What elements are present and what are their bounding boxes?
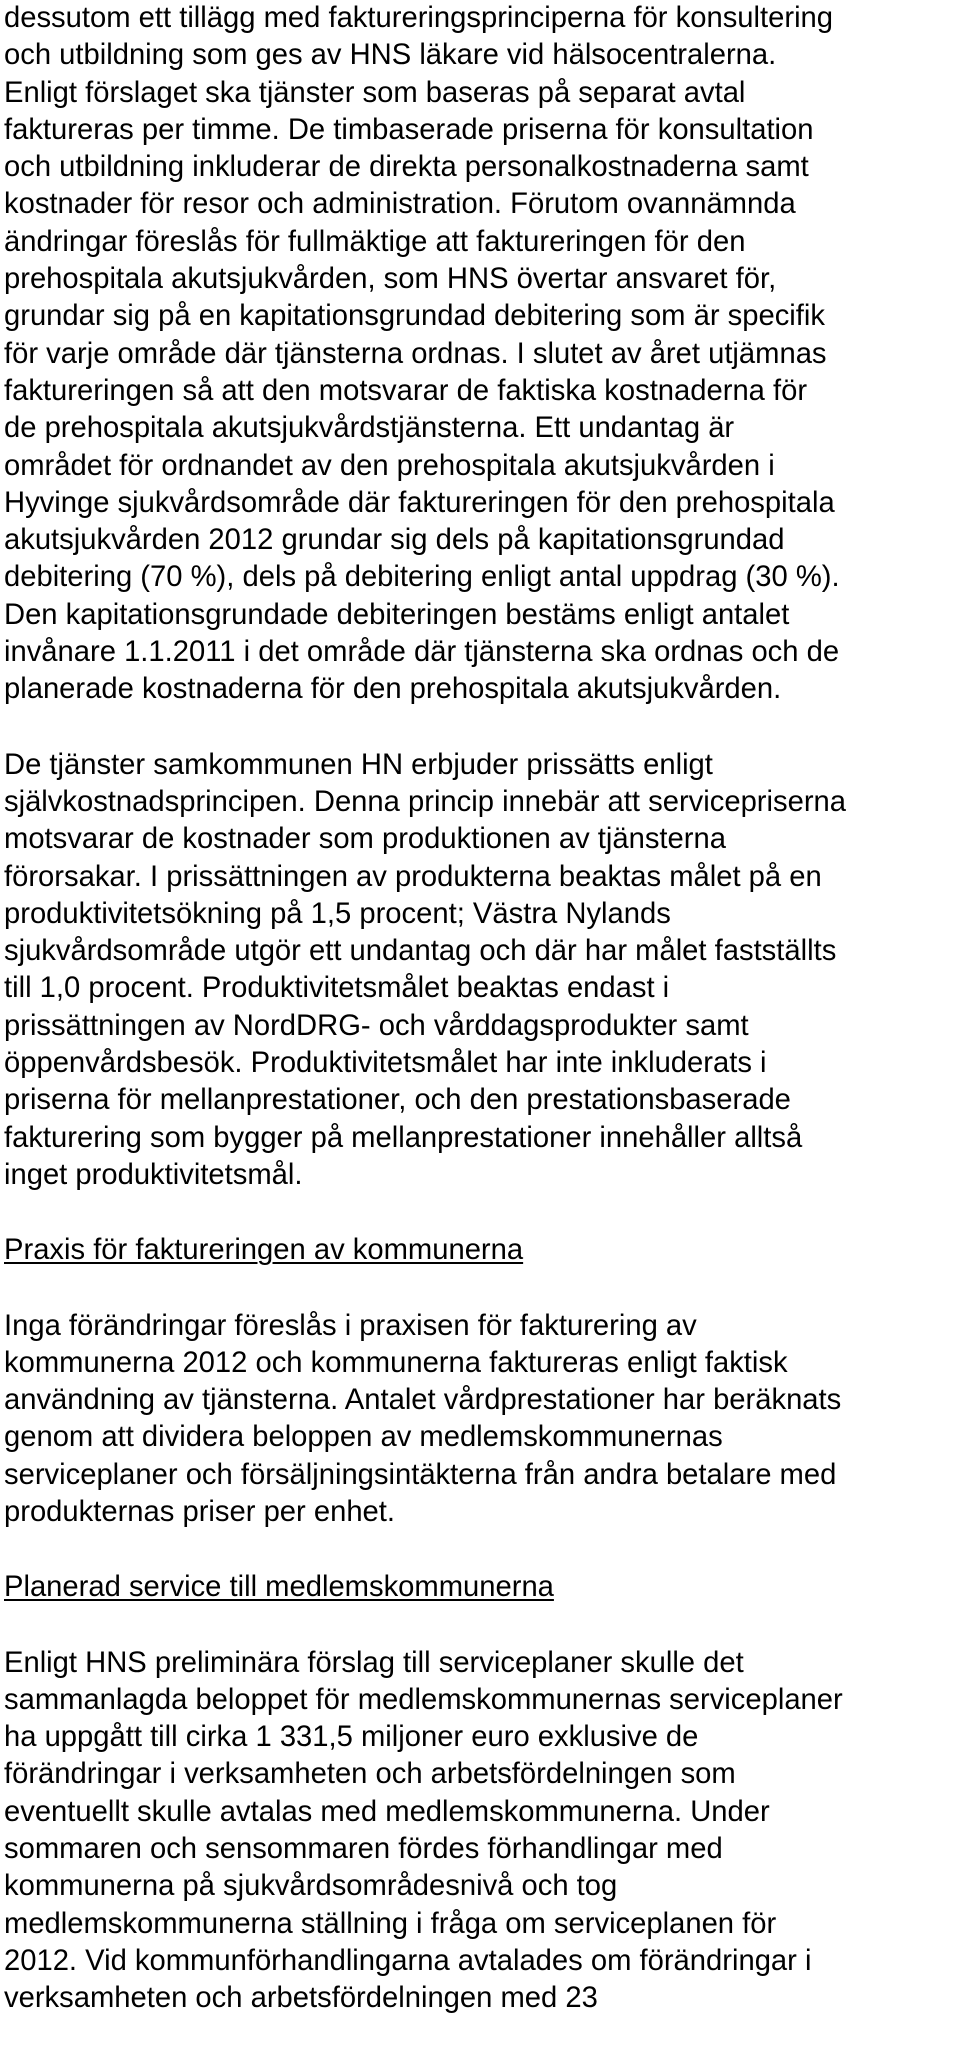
paragraph-billing-principles: dessutom ett tillägg med faktureringsprinciperna för konsultering och utbildning som ges av HNS läkare vid hälsocentralerna. Enligt förslaget ska tjänster som baseras på separat avtal faktureras per timme. De timbaserade priserna för konsultation och utbildning inkluderar de direkta personalkostnaderna samt kostnader för resor och administration. Förutom ovannämnda ändringar föreslås för fullmäktige att faktureringen för den prehospitala akutsjukvården, som HNS övertar ansvaret för, grundar sig på en kapitationsgrundad debitering som är specifik för varje område där tjänsterna ordnas. I slutet av året utjämnas faktureringen så att den motsvarar de faktiska kostnaderna för de prehospitala akutsjukvårdstjänsterna. Ett undantag är området för ordnandet av den prehospitala akutsjukvården i Hyvinge sjukvårdsområde där faktureringen för den prehospitala akutsjukvården 2012 grundar sig dels på kapitationsgrundad debitering (70 %), dels på debitering enligt antal uppdrag (30 %). Den kapitationsgrundade debiteringen bestäms enligt antalet invånare 1.1.2011 i det område där tjänsterna ska ordnas och de planerade kostnaderna för den prehospitala akutsjukvården. [4, 2, 840, 706]
section-heading-municipal-billing: Praxis för faktureringen av kommunerna [4, 1234, 524, 1267]
paragraph-municipal-billing: Inga förändringar föreslås i praxisen för fakturering av kommunerna 2012 och kommunerna faktureras enligt faktisk användning av tjänsterna. Antalet vårdprestationer har beräknats genom att dividera beloppen av medlemskommunernas serviceplaner och försäljningsintäkterna från andra betalare med produkternas priser per enhet. [4, 1309, 842, 1528]
paragraph-spacer [4, 709, 958, 747]
section-heading-wrapper [4, 1232, 958, 1269]
section-heading-wrapper [4, 1569, 958, 1606]
paragraph-planned-service: Enligt HNS preliminära förslag till serviceplaner skulle det sammanlagda beloppet för medlemskommunernas serviceplaner ha uppgått till cirka 1 331,5 miljoner euro exklusive de förändringar i verksamheten och arbetsfördelningen som eventuellt skulle avtalas med medlemskommunerna. Under sommaren och sensommaren fördes förhandlingar med kommunerna på sjukvårdsområdesnivå och tog medlemskommunerna ställning i fråga om serviceplanen för 2012. Vid kommunförhandlingarna avtalades om förändringar i verksamheten och arbetsfördelningen med 23 [4, 1646, 843, 2015]
paragraph-spacer [4, 1531, 958, 1569]
paragraph-spacer [4, 1607, 958, 1645]
section-heading-planned-service: Planerad service till medlemskommunerna [4, 1571, 554, 1604]
paragraph-cost-principle: De tjänster samkommunen HN erbjuder prissätts enligt självkostnadsprincipen. Denna princip innebär att servicepriserna motsvarar de kostnader som produktionen av tjänsterna förorsakar. I prissättningen av produkterna beaktas målet på en produktivitetsökning på 1,5 procent; Västra Nylands sjukvårdsområde utgör ett undantag och där har målet fastställts till 1,0 procent. Produktivitetsmålet beaktas endast i prissättningen av NordDRG- och vårddagsprodukter samt öppenvårdsbesök. Produktivitetsmålet har inte inkluderats i priserna för mellanprestationer, och den prestationsbaserade fakturering som bygger på mellanprestationer innehåller alltså inget produktivitetsmål. [4, 748, 847, 1191]
paragraph-spacer [4, 1194, 958, 1232]
document-body [4, 0, 958, 2018]
paragraph-spacer [4, 1270, 958, 1308]
